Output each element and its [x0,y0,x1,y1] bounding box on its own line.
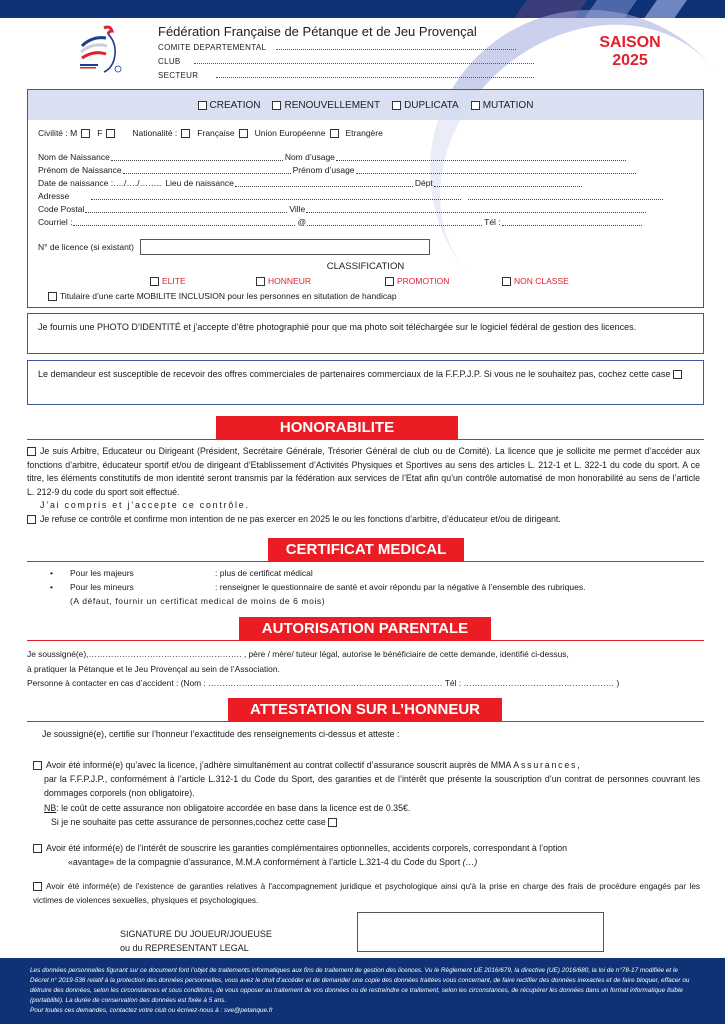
comite-line [158,42,516,52]
non-classe-label: NON CLASSE [514,276,569,286]
promotion-checkbox[interactable] [385,277,394,286]
honorabilite-accept-checkbox[interactable] [27,447,36,456]
prenom-usage-label: Prénom d’usage [292,165,355,175]
attestation-item-2 [33,842,700,856]
courriel-field[interactable] [73,218,295,226]
saison-label: SAISON [599,34,661,51]
ville-label: Ville [289,204,306,214]
attestation-item-1 [33,759,700,773]
francaise-label: Française [197,128,235,138]
option-duplicata[interactable] [392,100,459,111]
classif-elite[interactable] [150,276,186,286]
email-domain-field[interactable] [307,218,482,226]
civilite-f-label: F [97,128,103,138]
civilite-m-checkbox[interactable] [81,129,90,138]
signature-line-2: ou du REPRESENTANT LEGAL [120,943,249,953]
gdpr-footer [0,958,725,1024]
photo-consent-box [27,313,704,354]
photo-consent-text: Je fournis une PHOTO D’IDENTITÉ et j’accepte d’être photographié pour que ma photo soit téléchargée sur le logiciel fédéral de gestion des licences. [38,322,637,332]
saison-badge [590,34,670,70]
secteur-label: SECTEUR [158,71,199,80]
renouvellement-checkbox[interactable] [272,101,281,110]
adresse-field-1[interactable] [91,192,461,200]
elite-label: ELITE [162,276,186,286]
club-line [158,56,534,66]
classif-promotion[interactable] [385,276,449,286]
ffpjp-rooster-logo-icon [78,24,126,76]
secteur-field[interactable] [216,70,534,78]
honorabilite-item-1 [27,445,700,499]
nom-usage-label: Nom d’usage [284,152,335,162]
civilite-row [38,128,383,138]
honneur-checkbox[interactable] [256,277,265,286]
bullet-mineurs: • Pour les mineurs : renseigner le questionnaire de santé et avoir répondu par la négative à l’ensemble des rubriques. [50,582,586,592]
adresse-label: Adresse [38,191,70,201]
prenom-row [38,165,638,175]
nom-naissance-label: Nom de Naissance [38,152,110,162]
honorabilite-item-2 [27,513,700,527]
code-postal-row [38,204,648,214]
adresse-field-2[interactable] [468,192,663,200]
duplicata-checkbox[interactable] [392,101,401,110]
ue-checkbox[interactable] [239,129,248,138]
lieu-naissance-field[interactable] [235,179,413,187]
mobilite-checkbox[interactable] [48,292,57,301]
ue-label: Union Européenne [254,128,326,138]
prenom-naissance-field[interactable] [123,166,291,174]
francaise-checkbox[interactable] [181,129,190,138]
accompagnement-checkbox[interactable] [33,882,42,891]
mineurs-label: Pour les mineurs [70,582,134,592]
emergency-contact-line[interactable]: Personne à contacter en cas d’accident : (Nom : ………………………………………………………………………… Tél : ……………………………………………… ) [27,678,620,688]
gdpr-contact: Pour toutes ces demandes, contactez votre club ou écrivez-nous à : sve@petanque.fr [30,1007,273,1014]
mutation-checkbox[interactable] [471,101,480,110]
tel-field[interactable] [502,218,642,226]
assurance-checkbox[interactable] [33,761,42,770]
date-naissance-label[interactable]: Date de naissance :…./…./…….. [38,178,162,188]
honorabilite-header [27,416,704,440]
comite-field[interactable] [276,42,516,50]
licence-row [38,239,430,255]
non-classe-checkbox[interactable] [502,277,511,286]
attestation-intro: Je soussigné(e), certifie sur l’honneur l’exactitude des renseignements ci-dessus et atteste : [42,729,400,739]
honorabilite-item-2-text: Je refuse ce contrôle et confirme mon intention de ne pas exercer en 2025 le ou les fonctions d’arbitre, d’éducateur et/ou de dirigeant. [40,514,561,524]
elite-checkbox[interactable] [150,277,159,286]
certificat-header [27,538,704,562]
courriel-row [38,217,644,227]
garanties-text-a: Avoir été informé(e) de l’intérêt de souscrire les garanties complémentaires optionnelles, accidents corporels, correspondant à l’option [46,843,568,853]
prenom-naissance-label: Prénom de Naissance [38,165,122,175]
autorisation-text [27,647,707,691]
code-postal-label: Code Postal [38,204,85,214]
autorisation-line-2: à pratiquer la Pétanque et le Jeu Provençal au sein de l’Association. [27,663,280,674]
creation-label: CREATION [209,99,261,111]
assurance-text-b: par la F.F.P.J.P., conformément à l’article L.312-1 du Code du Sport, des garanties et de l’intérêt que présente la souscription d’un contrat de personnes couvrant les dommages corporels (non obligatoire). [44,774,700,798]
creation-checkbox[interactable] [198,101,207,110]
dept-label: Dépt [414,178,433,188]
commercial-offers-text: Le demandeur est susceptible de recevoir des offres commerciales de partenaires commerciaux de la F.F.P.J.P. Si vous ne le souhaitez pas, cochez cette case [38,369,671,379]
assurance-optout-text: Si je ne souhaite pas cette assurance de personnes,cochez cette case [51,817,326,827]
bullet-majeurs: • Pour les majeurs : plus de certificat médical [50,568,313,578]
etrangere-checkbox[interactable] [330,129,339,138]
honorabilite-accept-text: J’ai compris et j’accepte ce contrôle. [40,500,250,510]
nb-label: NB [44,803,57,813]
courriel-label: Courriel : [38,217,73,227]
option-mutation[interactable] [471,100,534,111]
majeurs-value: : plus de certificat médical [215,568,313,578]
tel-label: Tél : [484,217,501,227]
comite-label: COMITE DEPARTEMENTAL [158,43,267,52]
identity-form-box [27,89,704,308]
duplicata-label: DUPLICATA [404,99,459,111]
certificat-title: CERTIFICAT MEDICAL [268,538,464,562]
prenom-usage-field[interactable] [356,166,636,174]
mobilite-inclusion-option[interactable] [48,291,397,301]
lieu-naissance-label: Lieu de naissance [165,178,234,188]
nb-text: : le coût de cette assurance non obligatoire accordée en base dans la licence est de 0.35€. [56,803,411,813]
adresse-row [38,191,665,201]
civilite-label: Civilité : M [38,128,78,138]
secteur-line [158,70,534,80]
garanties-checkbox[interactable] [33,844,42,853]
certificat-note-row [50,594,585,608]
assurance-optout-checkbox[interactable] [328,818,337,827]
civilite-f-checkbox[interactable] [106,129,115,138]
garanties-text-b-line [68,856,477,870]
club-label: CLUB [158,57,181,66]
at-label: @ [297,217,307,227]
mma-assurances-text: Assurances, [513,760,582,770]
naissance-row [38,178,584,188]
classif-honneur[interactable] [256,276,311,286]
signature-label [120,927,272,955]
certificat-bullets [50,566,585,608]
nationalite-label: Nationalité : [132,128,178,138]
attestation-title: ATTESTATION SUR L’HONNEUR [228,698,502,722]
dept-field[interactable] [434,179,582,187]
club-field[interactable] [194,56,534,64]
commercial-offers-box [27,360,704,405]
saison-year: 2025 [612,52,648,69]
option-renouvellement[interactable] [272,100,380,111]
honorabilite-refuse-checkbox[interactable] [27,515,36,524]
federation-title: Fédération Française de Pétanque et de Jeu Provençal [158,24,477,39]
certificat-note: (A défaut, fournir un certificat medical de moins de 6 mois) [70,596,326,606]
majeurs-label: Pour les majeurs [70,568,134,578]
honorabilite-title: HONORABILITE [216,416,458,440]
option-creation[interactable] [198,100,261,111]
signature-line-1: SIGNATURE DU JOUEUR/JOUEUSE [120,929,272,939]
mutation-label: MUTATION [482,99,534,111]
assurance-text-a: Avoir été informé(e) qu’avec la licence, j’adhère simultanément au contrat collectif d’assurance souscrit auprès de MMA [46,760,511,770]
nom-row [38,152,628,162]
renouvellement-label: RENOUVELLEMENT [284,99,381,111]
assurance-optout-line [51,816,341,830]
licence-input[interactable] [140,239,430,255]
signature-box[interactable] [357,912,604,952]
request-type-bar [28,90,703,120]
autorisation-title: AUTORISATION PARENTALE [239,617,491,641]
commercial-optout-checkbox[interactable] [673,370,682,379]
honneur-label: HONNEUR [268,276,311,286]
promotion-label: PROMOTION [397,276,450,286]
autorisation-line-1[interactable]: Je soussigné(e),………………………………………………. , père / mère/ tuteur légal, autorise le bénéficiaire de cette demande, identifié ci-dessus, [27,649,569,659]
accompagnement-text: Avoir été informé(e) de l'existence de garanties relatives à l'accompagnement juridique et psychologique ainsi qu'à la prise en charge des frais de procédure engagés par les victimes de violences sexuelles, physiques et psychologiques. [33,882,700,905]
classification-title: CLASSIFICATION [326,261,405,272]
attestation-item-3 [33,880,700,907]
nom-naissance-field[interactable] [111,153,283,161]
top-banner [0,0,725,18]
attestation-header [27,698,704,722]
etrangere-label: Etrangère [345,128,383,138]
garanties-text-b: «avantage» de la compagnie d’assurance, M.M.A conformément à l’article L.321-4 du Code du Sport [68,857,461,867]
classif-non-classe[interactable] [502,276,569,286]
nb-line [44,802,410,816]
mineurs-value: : renseigner le questionnaire de santé et avoir répondu par la négative à l’ensemble des rubriques. [215,582,586,592]
gdpr-text: Les données personnelles figurant sur ce document font l’objet de traitements informatiques aux fins de traitement de gestion des licences. Vu le Règlement UE 2016/679, la directive (UE) 2016/680, la loi de n°78-17 modifiée et le Décret n° 2019-536 relatif à la protection des données personnelles, vous avez le droit d’accéder et de demander une copie des données traitées vous concernant, de faire rectifier des données inexactes et de faire bloquer, effacer ou détruire des données, selon les circonstances et sous conditions, de vous opposer au traitement de vos données ou de restreindre ce traitement, selon les circonstances, de récupérer les données dans un format informatique lisible (portabilité). La durée de conservation des données est fixée à 5 ans. [30,967,690,1004]
honorabilite-item-1-text: Je suis Arbitre, Educateur ou Dirigeant (Président, Secrétaire Générale, Trésorier Général de club ou de Comité). La licence que je sollicite me permet d’accéder aux fonctions d’arbitre, éducateur sportif et/ou de dirigeant d’Etablissement d’Activités Physiques et Sportives au sens des articles L. 212-1 et L. 322-1 du code du sport. A ce titre, les éléments constitutifs de mon identité seront transmis par la fédération aux services de l’Etat afin qu’un contrôle automatisé de mon honorabilité au sens de l’article L. 212-9 du code du sport soit effectué. [27,446,700,497]
ville-field[interactable] [306,205,646,213]
garanties-ellipsis: (…) [462,857,478,867]
mobilite-label: Titulaire d’une carte MOBILITE INCLUSION pour les personnes en situtation de handicap [60,291,397,301]
autorisation-header [27,617,704,641]
code-postal-field[interactable] [85,205,287,213]
licence-label: N° de licence (si existant) [38,242,134,252]
nom-usage-field[interactable] [336,153,626,161]
